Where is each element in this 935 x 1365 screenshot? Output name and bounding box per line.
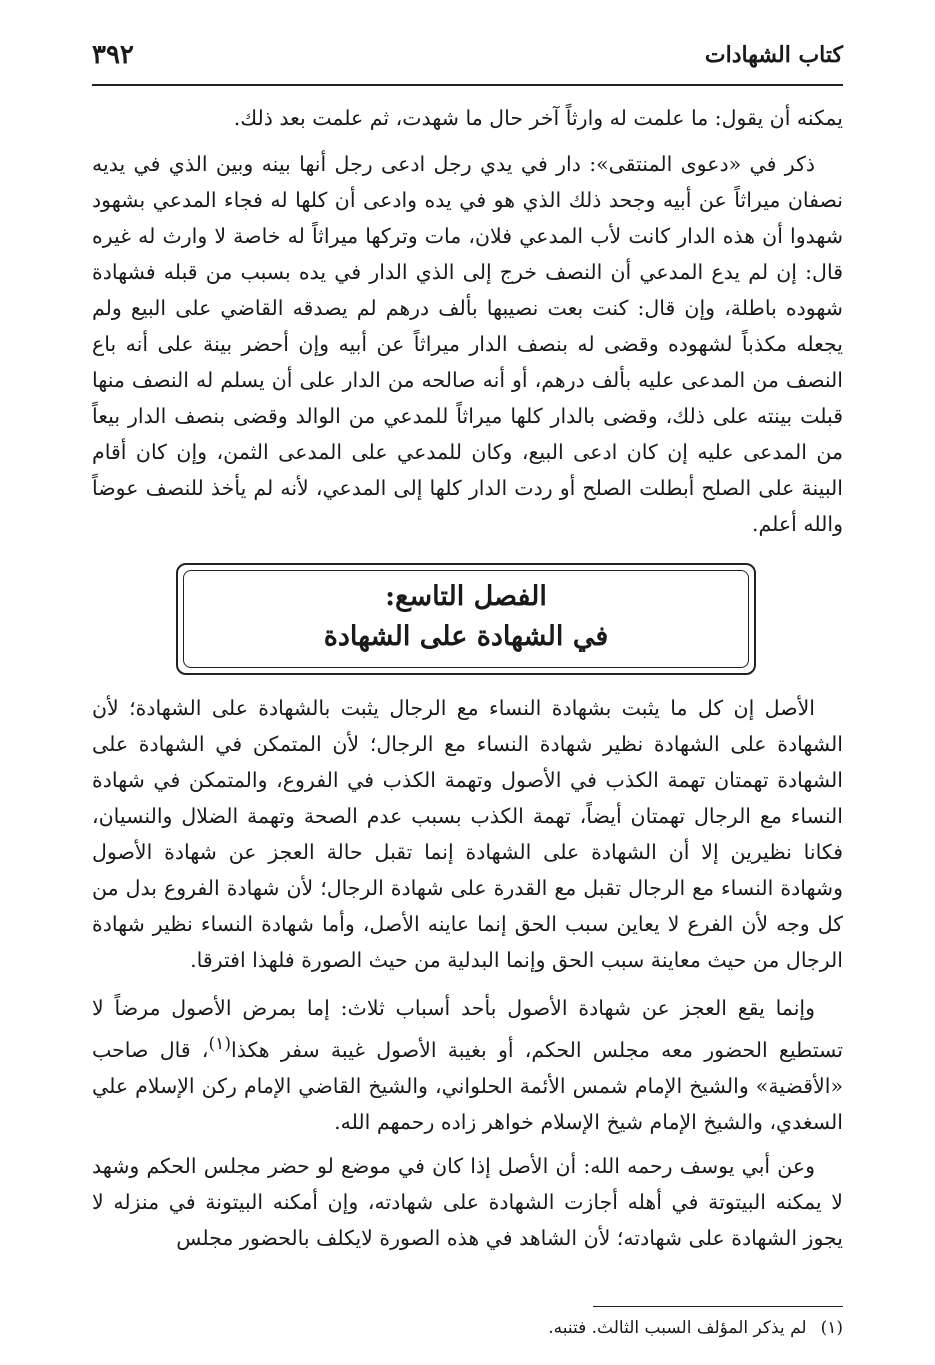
- paragraph-text-part: وإنما يقع العجز عن شهادة الأصول بأحد أسباب ثلاث: إما بمرض الأصول مرضاً لا تستطيع الحضور معه مجلس الحكم، أو بغيبة الأصول غيبة سفر هكذا: [92, 996, 844, 1062]
- page-header: [92, 32, 843, 86]
- paragraph-incapacity-causes: [92, 990, 843, 1140]
- book-title: كتاب الشهادات: [704, 42, 843, 68]
- chapter-heading-box: [176, 563, 756, 675]
- paragraph-continuation: يمكنه أن يقول: ما علمت له وارثاً آخر حال ما شهدت، ثم علمت بعد ذلك.: [233, 106, 843, 130]
- footnote-text: لم يذكر المؤلف السبب الثالث. فتنبه.: [548, 1318, 807, 1338]
- paragraph-muntaqa-case: ذكر في «دعوى المنتقى»: دار في يدي رجل ادعى رجل أنها بينه وبين الذي في يديه نصفان ميراثاً عن أبيه وجحد ذلك الذي هو في يده وادعى أن كلها له فجاء المدعي بشهود شهدوا أن هذه الدار كانت لأب المدعي فلان، مات وتركها ميراثاً له خاصة لا وارث له غيره قال: إن لم يدع المدعي أن النصف خرج إلى الذي الدار في يده بسبب من قبله فشهادة شهوده باطلة، وإن قال: كنت بعت نصيبها بألف درهم لم يصدقه القاضي على البيع ولم يجعله مكذباً لشهوده وقضى له بنصف الدار ميراثاً عن أبيه وإن أحضر بينة على أنه باع النصف من المدعى عليه بألف درهم، أو أنه صالحه من الدار على أن يسلم له النصف منها قبلت بينته على ذلك، وقضى بالدار كلها ميراثاً للمدعي من الوالد وقضى بنصف الدار بيعاً من المدعى عليه إن كان ادعى البيع، وكان للمدعي على المدعى الثمن، وإن كان أقام البينة على الصلح أبطلت الصلح أو ردت الدار كلها إلى المدعي، لأنه لم يأخذ للنصف عوضاً والله أعلم.: [92, 152, 843, 536]
- footnote: [92, 1318, 843, 1338]
- chapter-title: الفصل التاسع:: [385, 581, 547, 612]
- paragraph-text-part: ، قال صاحب «الأقضية» والشيخ الإمام شمس الأئمة الحلواني، والشيخ القاضي الإمام ركن الإسلام علي السغدي، والشيخ الإمام شيخ الإسلام خواهر زاده رحمهم الله.: [92, 1037, 843, 1134]
- footnote-reference[interactable]: (١): [208, 1034, 232, 1054]
- paragraph-abu-yusuf: وعن أبي يوسف رحمه الله: أن الأصل إذا كان في موضع لو حضر مجلس الحكم وشهد لا يمكنه البيتوتة في أهله أجازت الشهادة على شهادته، وإن أمكنه البيتونة في منزله لا يجوز الشهادة على شهادته؛ لأن الشاهد في هذه الصورة لايكلف بالحضور مجلس: [92, 1154, 843, 1250]
- page-number: ٣٩٢: [92, 40, 134, 70]
- footnote-divider: [593, 1306, 843, 1307]
- footnote-mark: (١): [820, 1318, 843, 1338]
- paragraph-principle: الأصل إن كل ما يثبت بشهادة النساء مع الرجال يثبت بالشهادة على الشهادة؛ لأن الشهادة على الشهادة نظير شهادة النساء مع الرجال؛ لأن المتمكن في الشهادة على الشهادة تهمتان تهمة الكذب في الأصول وتهمة الكذب في الفروع، والمتمكن في شهادة النساء مع الرجال تهمتان أيضاً، تهمة الكذب بسبب عدم الصحة وتهمة الضلال والنسيان، فكانا نظيرين إلا أن الشهادة على الشهادة إنما تقبل حالة العجز عن شهادة الأصول وشهادة النساء مع الرجال تقبل مع القدرة على شهادة الرجال؛ لأن شهادة الفروع بدل من كل وجه لأن الفرع لا يعاين سبب الحق إنما عاينه الأصل، وأما شهادة النساء نظير شهادة الرجال من حيث معاينة سبب الحق وإنما البدلية من حيث الصورة فلهذا افترقا.: [92, 696, 843, 972]
- chapter-subtitle: في الشهادة على الشهادة: [323, 621, 609, 652]
